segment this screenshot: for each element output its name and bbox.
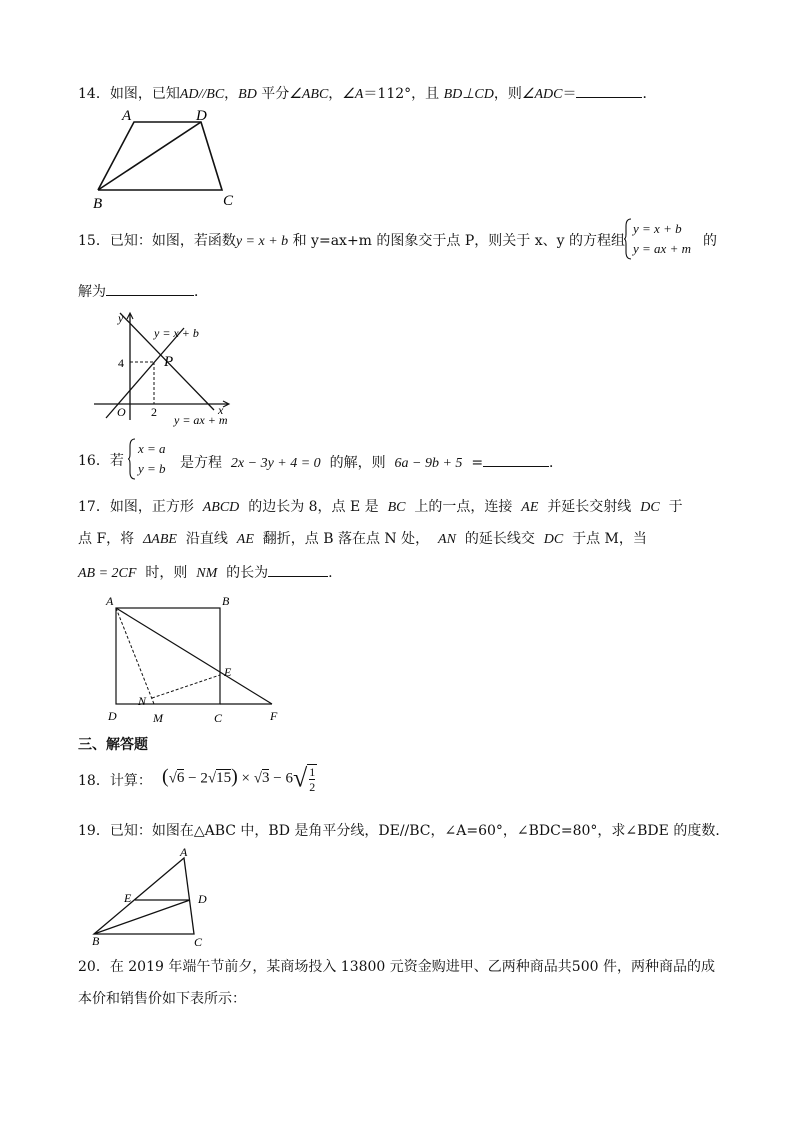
question-17-line1: 17．如图，正方形 ABCD 的边长为 8，点 E 是 BC 上的一点，连接 AE 并延长交射线 DC 于 (78, 499, 683, 515)
question-20-line1: 20．在 2019 年端午节前夕，某商场投入 13800 元资金购进甲、乙两种商品共500 件，两种商品的成 (78, 959, 715, 975)
question-15: 15．已知：如图，若函数y = x + b 和 y=ax+m 的图象交于点 P，则关于 x、y 的方程组 (78, 233, 625, 249)
sqrt-icon: √ (207, 770, 217, 787)
answer-blank[interactable] (106, 281, 194, 296)
question-17-line2: 点 F，将 ΔABE 沿直线 AE 翻折，点 B 落在点 N 处， AN 的延长线交 DC 于点 M，当 (78, 531, 647, 547)
figure-graph (90, 310, 250, 425)
label-n: N (138, 694, 147, 708)
line-a-f (116, 608, 272, 704)
question-number: 19． (78, 823, 110, 839)
label-a: A (122, 108, 132, 124)
diagonal-bd (98, 122, 201, 190)
expression-18: (√6 − 2√15) × √3 − 6√ $\frac{1}{2}$ (162, 763, 316, 794)
line-bd (94, 900, 190, 934)
label-m: M (153, 711, 163, 725)
question-15-line2: 解为 ． (78, 281, 208, 301)
question-number: 15． (78, 233, 110, 249)
answer-blank[interactable] (268, 562, 328, 577)
label-d: D (198, 892, 207, 906)
question-number: 14． (78, 86, 110, 102)
question-number: 17． (78, 499, 110, 515)
label-d: D (108, 709, 117, 723)
answer-blank[interactable] (576, 83, 642, 98)
question-number: 20． (78, 959, 110, 975)
label-e: E (124, 891, 132, 905)
question-17-line3: AB = 2CF 时，则 NM 的长为 . (78, 562, 333, 583)
label-b: B (93, 196, 103, 212)
label-c: C (223, 193, 234, 209)
square-abcd (116, 608, 220, 704)
line-n-e (152, 675, 220, 698)
brace-icon (624, 218, 632, 260)
question-20-line2: 本价和销售价如下表所示： (78, 991, 246, 1007)
label-4: 4 (118, 356, 124, 370)
label-d: D (196, 108, 207, 124)
label-line1: y = x + b (154, 326, 199, 340)
label-a: A (106, 594, 114, 608)
sqrt-icon: √ (168, 770, 177, 787)
label-y: y (118, 311, 124, 325)
label-o: O (117, 405, 126, 419)
question-number: 16． (78, 453, 110, 469)
sqrt-icon: √ (292, 763, 308, 793)
section-heading: 三、解答题 (78, 737, 148, 753)
label-b: B (222, 594, 230, 608)
label-p: P (164, 354, 174, 370)
figure-square (100, 592, 290, 728)
label-line2: y = ax + m (174, 413, 228, 427)
label-c: C (214, 711, 223, 725)
brace-icon (128, 438, 136, 480)
line-a-m (116, 608, 154, 704)
label-e: E (224, 665, 232, 679)
question-14: 14．如图，已知AD//BC，BD 平分∠ABC，∠A＝112°，且 BD⊥CD，则∠ADC＝ ． (78, 83, 656, 104)
question-16: 16．若 (78, 453, 124, 469)
question-number: 18． (78, 773, 110, 789)
answer-blank[interactable] (483, 452, 549, 467)
figure-triangle (88, 844, 218, 950)
triangle-abc (94, 858, 194, 934)
label-x: x (218, 403, 224, 417)
question-18: 18．计算： (78, 773, 152, 789)
label-2: 2 (151, 405, 157, 419)
figure-trapezoid (90, 104, 250, 214)
label-a: A (180, 845, 188, 859)
question-19: 19．已知：如图在△ABC 中，BD 是角平分线，DE//BC，∠A=60°，∠BDC=80°，求∠BDE 的度数． (78, 823, 730, 839)
trapezoid-outline (98, 122, 222, 190)
label-c: C (194, 935, 203, 949)
sqrt-icon: √ (253, 770, 262, 787)
label-f: F (270, 709, 278, 723)
label-b: B (92, 934, 100, 948)
